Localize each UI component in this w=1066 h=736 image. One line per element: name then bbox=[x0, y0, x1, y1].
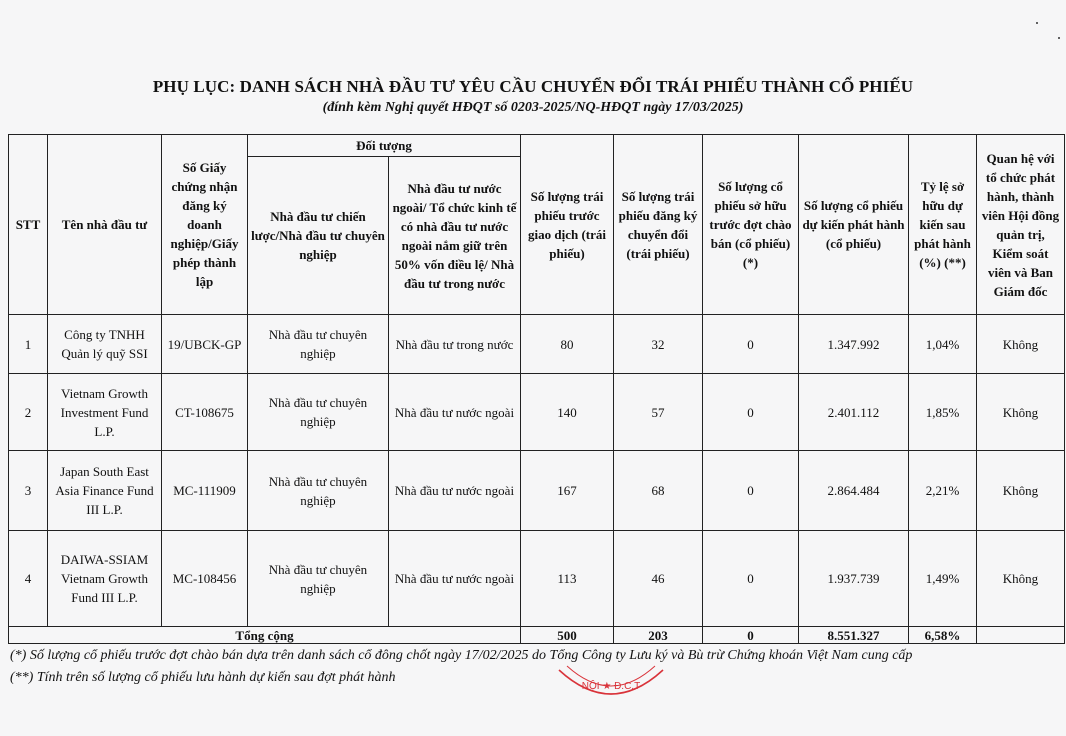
cell-license: MC-111909 bbox=[162, 451, 248, 531]
cell-ratio: 1,49% bbox=[909, 531, 977, 627]
table-row bbox=[9, 451, 1065, 531]
header-license: Số Giấy chứng nhận đăng ký doanh nghiệp/Giấy phép thành lập bbox=[162, 135, 248, 315]
cell-investor-name: Vietnam Growth Investment Fund L.P. bbox=[48, 374, 162, 451]
header-subject-strategic: Nhà đầu tư chiến lược/Nhà đầu tư chuyên nghiệp bbox=[248, 157, 389, 315]
cell-relation: Không bbox=[977, 531, 1065, 627]
cell-bonds-registered: 32 bbox=[614, 315, 703, 374]
header-subject-foreign: Nhà đầu tư nước ngoài/ Tổ chức kinh tế có nhà đầu tư nước ngoài nắm giữ trên 50% vốn điều lệ/ Nhà đầu tư trong nước bbox=[389, 157, 521, 315]
header-relation: Quan hệ với tổ chức phát hành, thành viên Hội đồng quản trị, Kiểm soát viên và Ban Giám đốc bbox=[977, 135, 1065, 315]
cell-investor-name: Công ty TNHH Quản lý quỹ SSI bbox=[48, 315, 162, 374]
cell-relation: Không bbox=[977, 451, 1065, 531]
table-row bbox=[9, 374, 1065, 451]
cell-investor-name: DAIWA-SSIAM Vietnam Growth Fund III L.P. bbox=[48, 531, 162, 627]
cell-shares-owned: 0 bbox=[703, 374, 799, 451]
company-seal-stamp bbox=[553, 660, 669, 720]
cell-type-strategic: Nhà đầu tư chuyên nghiệp bbox=[248, 451, 389, 531]
header-shares-owned: Số lượng cổ phiếu sở hữu trước đợt chào bán (cổ phiếu) (*) bbox=[703, 135, 799, 315]
header-bonds-registered: Số lượng trái phiếu đăng ký chuyển đổi (trái phiếu) bbox=[614, 135, 703, 315]
total-bonds-registered: 203 bbox=[614, 627, 703, 644]
cell-investor-name: Japan South East Asia Finance Fund III L.P. bbox=[48, 451, 162, 531]
total-shares-expected: 8.551.327 bbox=[799, 627, 909, 644]
cell-bonds-registered: 68 bbox=[614, 451, 703, 531]
cell-shares-owned: 0 bbox=[703, 451, 799, 531]
header-subject-group: Đối tượng bbox=[248, 135, 521, 157]
cell-type-strategic: Nhà đầu tư chuyên nghiệp bbox=[248, 531, 389, 627]
cell-stt: 2 bbox=[9, 374, 48, 451]
document-title: PHỤ LỤC: DANH SÁCH NHÀ ĐẦU TƯ YÊU CẦU CHUYỂN ĐỔI TRÁI PHIẾU THÀNH CỔ PHIẾU bbox=[152, 77, 914, 96]
cell-type-strategic: Nhà đầu tư chuyên nghiệp bbox=[248, 315, 389, 374]
cell-bonds-registered: 46 bbox=[614, 531, 703, 627]
cell-type-strategic: Nhà đầu tư chuyên nghiệp bbox=[248, 374, 389, 451]
cell-shares-owned: 0 bbox=[703, 531, 799, 627]
footnote-1: (*) Số lượng cổ phiếu trước đợt chào bán dựa trên danh sách cổ đông chốt ngày 17/02/2025 do Tổng Công ty Lưu ký và Bù trừ Chứng khoán Việt Nam cung cấp bbox=[10, 648, 913, 663]
cell-stt: 1 bbox=[9, 315, 48, 374]
total-ratio: 6,58% bbox=[909, 627, 977, 644]
speck bbox=[1036, 22, 1038, 24]
total-relation-empty bbox=[977, 627, 1065, 644]
investor-table bbox=[8, 134, 1065, 644]
table-row bbox=[9, 531, 1065, 627]
cell-relation: Không bbox=[977, 315, 1065, 374]
cell-shares-expected: 2.401.112 bbox=[799, 374, 909, 451]
cell-type-foreign: Nhà đầu tư nước ngoài bbox=[389, 531, 521, 627]
cell-ratio: 1,04% bbox=[909, 315, 977, 374]
cell-shares-owned: 0 bbox=[703, 315, 799, 374]
table-row bbox=[9, 315, 1065, 374]
header-investor-name: Tên nhà đầu tư bbox=[48, 135, 162, 315]
cell-stt: 3 bbox=[9, 451, 48, 531]
cell-stt: 4 bbox=[9, 531, 48, 627]
total-bonds-before: 500 bbox=[521, 627, 614, 644]
header-shares-expected: Số lượng cổ phiếu dự kiến phát hành (cổ phiếu) bbox=[799, 135, 909, 315]
cell-shares-expected: 2.864.484 bbox=[799, 451, 909, 531]
seal-text: NỘI ★ Đ.C.T bbox=[581, 681, 641, 692]
total-label: Tổng cộng bbox=[9, 627, 521, 644]
document-subtitle: (đính kèm Nghị quyết HĐQT số 0203-2025/NQ-HĐQT ngày 17/03/2025) bbox=[322, 100, 744, 115]
header-stt: STT bbox=[9, 135, 48, 315]
total-shares-owned: 0 bbox=[703, 627, 799, 644]
cell-license: 19/UBCK-GP bbox=[162, 315, 248, 374]
cell-relation: Không bbox=[977, 374, 1065, 451]
cell-bonds-before: 113 bbox=[521, 531, 614, 627]
header-ratio: Tỷ lệ sở hữu dự kiến sau phát hành (%) (**) bbox=[909, 135, 977, 315]
cell-license: MC-108456 bbox=[162, 531, 248, 627]
speck bbox=[1058, 37, 1060, 39]
cell-shares-expected: 1.937.739 bbox=[799, 531, 909, 627]
cell-bonds-before: 140 bbox=[521, 374, 614, 451]
total-row bbox=[9, 627, 1065, 644]
header-bonds-before: Số lượng trái phiếu trước giao dịch (trái phiếu) bbox=[521, 135, 614, 315]
cell-ratio: 1,85% bbox=[909, 374, 977, 451]
cell-type-foreign: Nhà đầu tư nước ngoài bbox=[389, 374, 521, 451]
cell-bonds-before: 80 bbox=[521, 315, 614, 374]
cell-ratio: 2,21% bbox=[909, 451, 977, 531]
cell-bonds-registered: 57 bbox=[614, 374, 703, 451]
footnote-2: (**) Tính trên số lượng cổ phiếu lưu hành dự kiến sau đợt phát hành bbox=[10, 670, 396, 685]
cell-bonds-before: 167 bbox=[521, 451, 614, 531]
cell-shares-expected: 1.347.992 bbox=[799, 315, 909, 374]
cell-license: CT-108675 bbox=[162, 374, 248, 451]
cell-type-foreign: Nhà đầu tư trong nước bbox=[389, 315, 521, 374]
cell-type-foreign: Nhà đầu tư nước ngoài bbox=[389, 451, 521, 531]
